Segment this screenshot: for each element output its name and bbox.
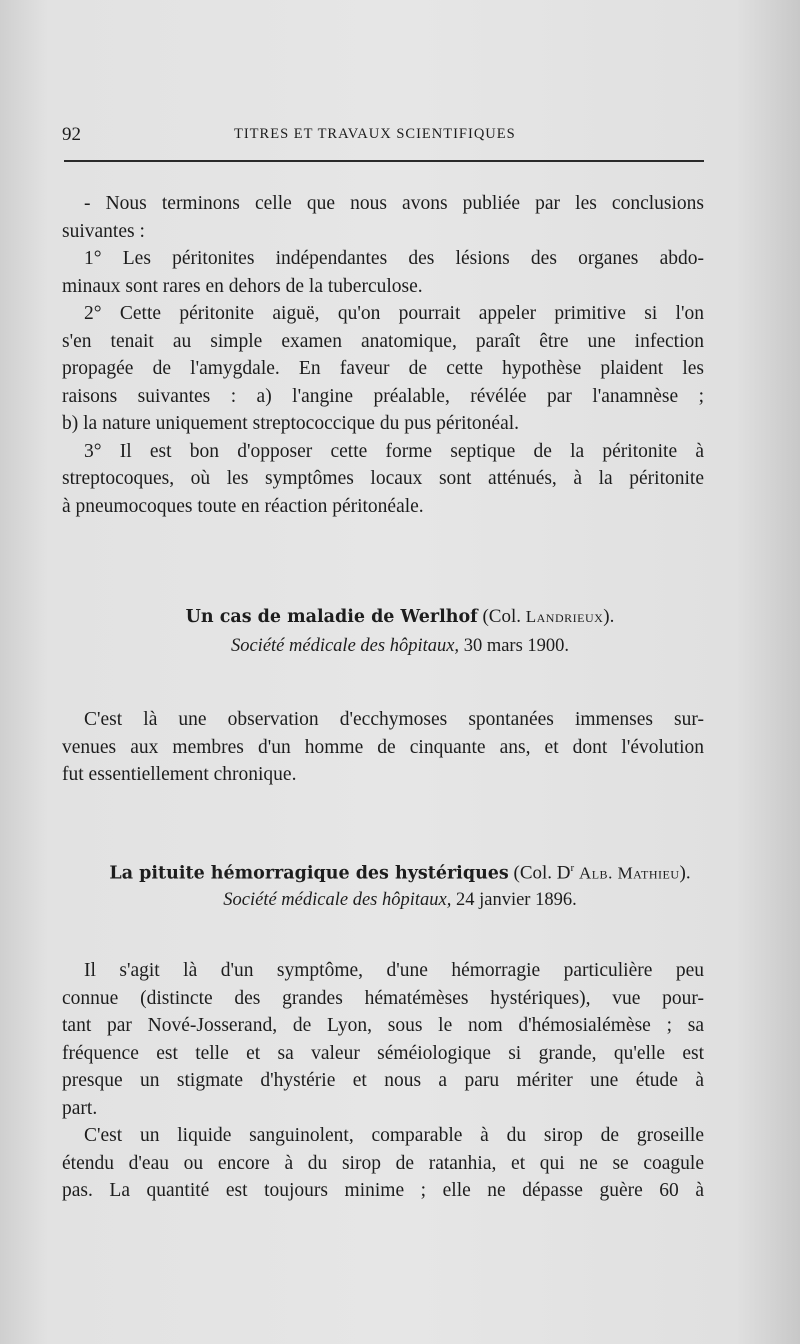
text-line: suivantes : — [62, 220, 145, 242]
page-number: 92 — [62, 124, 81, 145]
text-line: propagée de l'amygdale. En faveur de cette hypothèse plaident les — [62, 358, 704, 379]
text-line: s'en tenait au simple examen anatomique, paraît être une infection — [62, 330, 704, 352]
text-line: fréquence est telle et sa valeur séméiologique si grande, qu'elle est — [62, 1042, 704, 1064]
text-line: presque un stigmate d'hystérie et nous a paru mériter une étude à — [62, 1070, 704, 1091]
text-line: Il s'agit là d'un symptôme, d'une hémorragie particulière peu — [84, 960, 704, 981]
text-line: - Nous terminons celle que nous avons publiée par les conclusions — [84, 193, 704, 214]
section2-reference — [0, 636, 800, 657]
collaborator-name: Landrieux — [525, 607, 604, 626]
text-line: C'est là une observation d'ecchymoses spontanées immenses sur- — [84, 709, 704, 730]
running-head: TITRES ET TRAVAUX SCIENTIFIQUES — [234, 126, 516, 142]
text-line: C'est un liquide sanguinolent, comparable à du sirop de groseille — [84, 1125, 704, 1146]
journal-name: Société médicale des hôpitaux, — [230, 636, 460, 656]
reference-date: 30 mars 1900. — [463, 636, 570, 656]
text-line: pas. La quantité est toujours minime ; elle ne dépasse guère 60 à — [62, 1180, 704, 1201]
section3-reference — [0, 890, 800, 911]
section2-title — [0, 606, 800, 628]
text-line: 2° Cette péritonite aiguë, qu'on pourrait appeler primitive si l'on — [84, 303, 704, 324]
collab-sup: r — [570, 862, 575, 874]
collab-prefix: (Col. — [482, 606, 526, 627]
collab-suffix: ). — [603, 606, 615, 627]
section3-heading: La pituite hémorragique des hystériques — [109, 863, 509, 884]
text-line: b) la nature uniquement streptococcique du pus péritonéal. — [62, 413, 520, 434]
text-line: part. — [62, 1097, 98, 1119]
text-line: 1° Les péritonites indépendantes des lésions des organes abdo- — [84, 248, 704, 269]
page-header — [62, 124, 702, 148]
section2-heading: Un cas de maladie de Werlhof — [185, 607, 478, 627]
section2-body — [62, 706, 704, 789]
text-line: minaux sont rares en dehors de la tuberculose. — [62, 275, 423, 297]
text-line: raisons suivantes : a) l'angine préalable, révélée par l'anamnèse ; — [62, 385, 704, 407]
text-line: fut essentiellement chronique. — [62, 764, 297, 785]
text-line: streptocoques, où les symptômes locaux sont atténués, à la péritonite — [62, 468, 704, 489]
text-line: étendu d'eau ou encore à du sirop de ratanhia, et qui ne se coagule — [62, 1152, 704, 1174]
text-line: à pneumocoques toute en réaction péritonéale. — [62, 495, 424, 517]
section1-body — [62, 190, 704, 520]
text-line: connue (distincte des grandes hématémèses hystériques), vue pour- — [62, 987, 704, 1009]
section3-body — [62, 957, 704, 1205]
section3-title — [0, 862, 800, 884]
text-line: 3° Il est bon d'opposer cette forme septique de la péritonite à — [84, 440, 704, 462]
header-rule — [64, 160, 704, 162]
text-line: venues aux membres d'un homme de cinquante ans, et dont l'évolution — [62, 736, 704, 758]
text-line: tant par Nové-Josserand, de Lyon, sous le nom d'hémosialémèse ; sa — [62, 1015, 704, 1036]
reference-date: 24 janvier 1896. — [455, 890, 577, 910]
collab-suffix: ). — [679, 862, 691, 884]
collab-prefix: (Col. D — [513, 862, 571, 884]
collaborator-name: Alb. Mathieu — [578, 863, 680, 883]
journal-name: Société médicale des hôpitaux, — [223, 890, 452, 910]
